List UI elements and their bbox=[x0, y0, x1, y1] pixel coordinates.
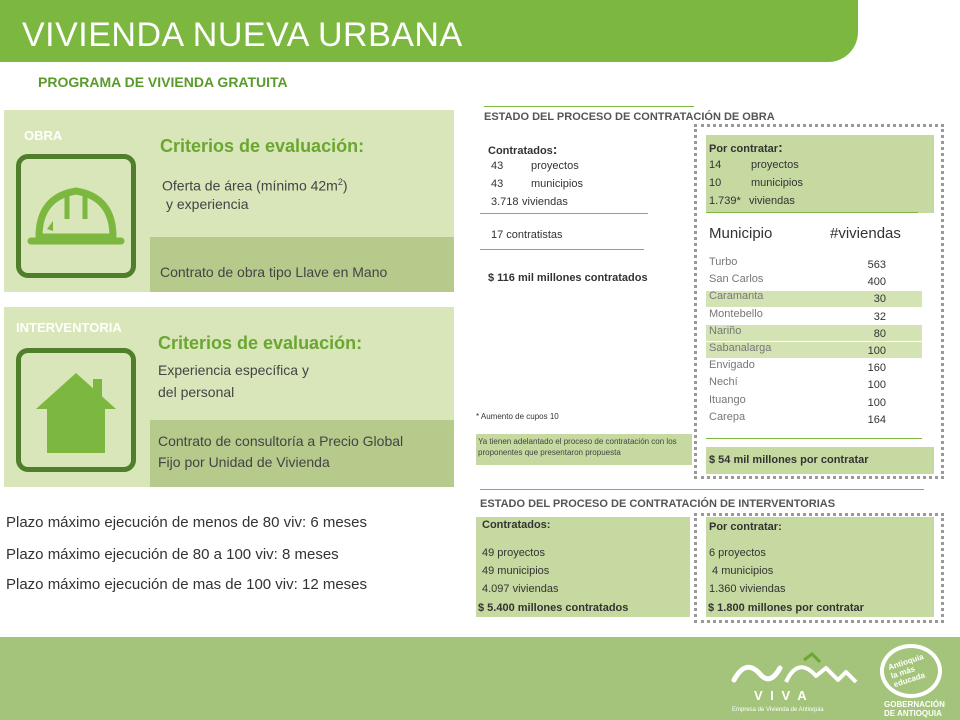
interv-por-contratar-row: 4 municipios bbox=[709, 565, 774, 577]
obra-contratados-title bbox=[488, 141, 557, 157]
divider bbox=[706, 212, 918, 213]
obra-contratistas: 17 contratistas bbox=[491, 229, 563, 241]
viva-logo bbox=[726, 650, 866, 716]
row-label: proyectos bbox=[531, 160, 579, 172]
obra-contratados-total: $ 116 mil millones contratados bbox=[488, 272, 648, 284]
row-num: 43 bbox=[491, 160, 504, 172]
obra-por-contratar-row bbox=[709, 195, 795, 207]
interv-contratados-total: $ 5.400 millones contratados bbox=[478, 602, 629, 614]
row-num: 1.739* bbox=[709, 195, 741, 207]
table-cell-viviendas: 164 bbox=[867, 414, 886, 426]
table-cell-viviendas: 30 bbox=[873, 293, 886, 305]
interv-por-contratar-title: Por contratar: bbox=[709, 521, 782, 533]
obra-por-contratar-total: $ 54 mil millones por contratar bbox=[709, 454, 869, 466]
plazo-line: Plazo máximo ejecución de mas de 100 viv: 12 meses bbox=[6, 576, 368, 593]
plazo-line: Plazo máximo ejecución de 80 a 100 viv: 8 meses bbox=[6, 546, 339, 563]
row-label: viviendas bbox=[522, 196, 568, 208]
table-cell-municipio: Ituango bbox=[709, 394, 746, 406]
page-title: VIVIENDA NUEVA URBANA bbox=[22, 16, 463, 54]
obra-por-contratar-title bbox=[709, 139, 783, 155]
table-cell-viviendas: 400 bbox=[867, 276, 886, 288]
table-cell-viviendas: 100 bbox=[867, 345, 886, 357]
viva-logo-mark bbox=[726, 650, 866, 690]
obra-criteria-line2: y experiencia bbox=[166, 196, 249, 212]
interventoria-criteria-title: Criterios de evaluación: bbox=[158, 333, 363, 353]
viva-logo-text: V I V A bbox=[754, 688, 809, 703]
seal-text: Antioquia la más educada bbox=[886, 652, 927, 690]
obra-contratados-row bbox=[491, 160, 579, 172]
obra-por-contratar-row bbox=[709, 177, 803, 189]
obra-criteria-line1-text: Oferta de área (mínimo 42m bbox=[162, 177, 338, 194]
row-label: proyectos bbox=[751, 159, 799, 171]
interv-por-contratar-row: 1.360 viviendas bbox=[709, 583, 786, 595]
interventoria-contract-line2: Fijo por Unidad de Vivienda bbox=[158, 454, 330, 470]
table-cell-municipio: Montebello bbox=[709, 308, 763, 320]
obra-note: Ya tienen adelantado el proceso de contratación con los proponentes que presentaron propuesta bbox=[476, 434, 692, 465]
row-num: 3.718 bbox=[491, 196, 519, 208]
interventoria-criteria-line2: del personal bbox=[158, 384, 235, 400]
colon: : bbox=[552, 141, 558, 157]
obra-status-heading: ESTADO DEL PROCESO DE CONTRATACIÓN DE OBRA bbox=[484, 111, 775, 123]
obra-footnote: * Aumento de cupos 10 bbox=[476, 412, 559, 421]
interv-por-contratar-total: $ 1.800 millones por contratar bbox=[708, 602, 864, 614]
divider bbox=[480, 249, 644, 250]
interv-contratados-row: 49 municipios bbox=[482, 565, 550, 577]
obra-contratados-row bbox=[491, 178, 583, 190]
obra-contratados-title-text: Contratados bbox=[488, 145, 553, 157]
row-label: municipios bbox=[531, 178, 583, 190]
interventoria-contract-line1: Contrato de consultoría a Precio Global bbox=[158, 433, 404, 449]
table-cell-municipio: San Carlos bbox=[709, 273, 764, 285]
table-header-viviendas: #viviendas bbox=[830, 225, 901, 242]
divider bbox=[480, 213, 648, 214]
interv-status-heading: ESTADO DEL PROCESO DE CONTRATACIÓN DE INTERVENTORIAS bbox=[480, 498, 836, 510]
gobernacion-line2: DE ANTIOQUIA bbox=[884, 709, 942, 718]
obra-criteria-line1 bbox=[162, 172, 348, 196]
interventoria-icon-frame bbox=[16, 348, 136, 472]
table-header-municipio: Municipio bbox=[709, 225, 773, 242]
hard-hat-icon bbox=[21, 159, 131, 273]
table-cell-viviendas: 563 bbox=[867, 259, 886, 271]
plazo-line: Plazo máximo ejecución de menos de 80 viv: 6 meses bbox=[6, 514, 368, 531]
interv-heading-rule bbox=[480, 489, 924, 490]
table-cell-municipio: Carepa bbox=[709, 411, 746, 423]
obra-label: OBRA bbox=[24, 128, 63, 143]
interv-por-contratar-row: 6 proyectos bbox=[709, 547, 766, 559]
obra-heading-rule bbox=[484, 106, 694, 107]
obra-por-contratar-title-text: Por contratar bbox=[709, 143, 779, 155]
interv-contratados-row: 49 proyectos bbox=[482, 547, 545, 559]
gobernacion-seal bbox=[880, 644, 942, 698]
house-icon bbox=[21, 353, 131, 467]
row-num: 10 bbox=[709, 177, 722, 189]
row-num: 14 bbox=[709, 159, 722, 171]
table-cell-viviendas: 160 bbox=[867, 362, 886, 374]
table-cell-municipio: Envigado bbox=[709, 359, 755, 371]
obra-criteria-line1-close: ) bbox=[342, 177, 348, 194]
gobernacion-line1: GOBERNACIÓN bbox=[884, 700, 945, 709]
obra-contratados-row bbox=[491, 196, 568, 208]
page-subtitle: PROGRAMA DE VIVIENDA GRATUITA bbox=[38, 74, 288, 90]
obra-criteria-sup: 2 bbox=[337, 177, 343, 187]
table-cell-viviendas: 100 bbox=[867, 379, 886, 391]
table-cell-municipio: Nechí bbox=[709, 376, 738, 388]
table-cell-municipio: Nariño bbox=[709, 325, 742, 337]
obra-por-contratar-row bbox=[709, 159, 799, 171]
row-num: 43 bbox=[491, 178, 504, 190]
table-cell-municipio: Turbo bbox=[709, 256, 738, 268]
divider bbox=[706, 438, 922, 439]
table-cell-municipio: Sabanalarga bbox=[709, 342, 772, 354]
row-label: municipios bbox=[751, 177, 803, 189]
row-label: viviendas bbox=[749, 195, 795, 207]
interventoria-criteria-line1: Experiencia específica y bbox=[158, 362, 309, 378]
obra-criteria-title: Criterios de evaluación: bbox=[160, 136, 365, 156]
obra-contract-text: Contrato de obra tipo Llave en Mano bbox=[160, 264, 388, 280]
table-cell-viviendas: 32 bbox=[873, 311, 886, 323]
colon: : bbox=[778, 139, 783, 155]
table-cell-municipio: Caramanta bbox=[709, 290, 764, 302]
interventoria-label: INTERVENTORIA bbox=[16, 320, 122, 335]
interv-contratados-title: Contratados: bbox=[482, 519, 551, 531]
viva-tagline: Empresa de Vivienda de Antioquia bbox=[732, 707, 824, 713]
table-cell-viviendas: 80 bbox=[873, 328, 886, 340]
obra-icon-frame bbox=[16, 154, 136, 278]
table-cell-viviendas: 100 bbox=[867, 397, 886, 409]
interv-contratados-row: 4.097 viviendas bbox=[482, 583, 559, 595]
